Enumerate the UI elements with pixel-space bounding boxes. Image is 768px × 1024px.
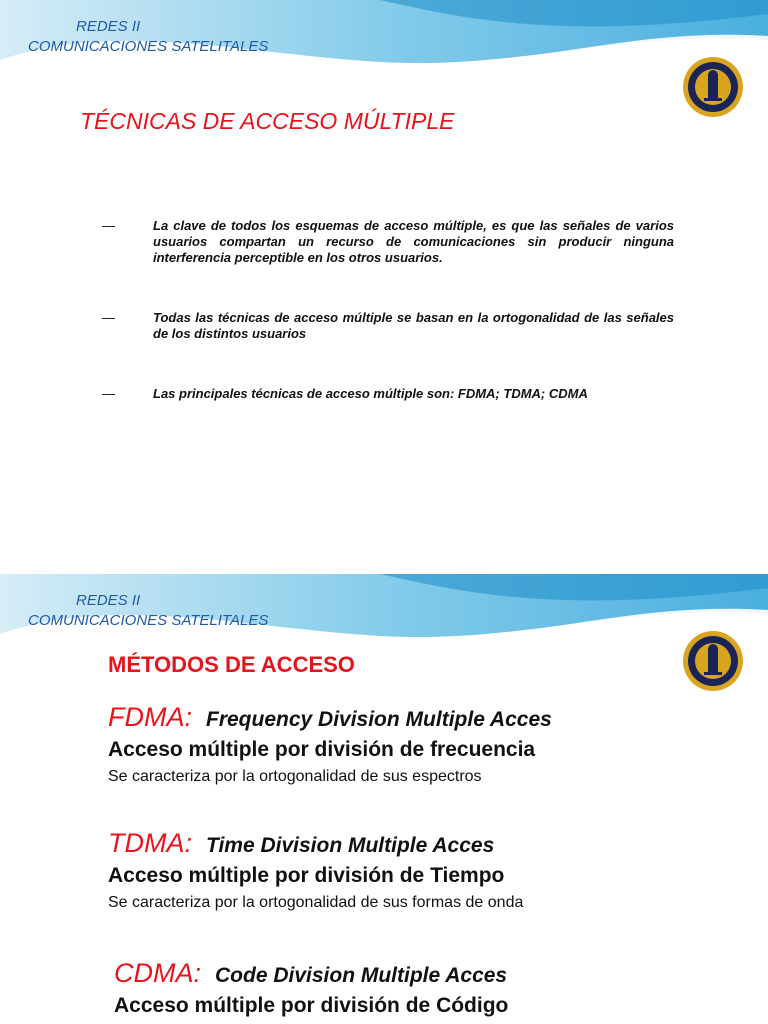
bullet-marker: — [102,218,115,233]
method-description: Se caracteriza por la ortogonalidad de sus espectros [108,768,482,785]
method-english-name: Code Division Multiple Acces [215,964,508,987]
header-course: REDES II [76,592,141,609]
slide-metodos [0,574,768,1024]
bullet-text: La clave de todos los esquemas de acceso múltiple, es que las señales de varios usuarios compartan un recurso de comunicaciones sin producir ninguna interferencia perceptible en los otros usuarios. [153,218,674,265]
bullet-marker: — [102,310,115,325]
header-subject: COMUNICACIONES SATELITALES [28,38,269,55]
header-course: REDES II [76,18,141,35]
bullet-text: Las principales técnicas de acceso múltiple son: FDMA; TDMA; CDMA [153,386,588,401]
method-acronym: CDMA: [114,958,201,988]
bullet-marker: — [102,386,115,401]
header-subject: COMUNICACIONES SATELITALES [28,612,269,629]
method-english-name: Time Division Multiple Acces [206,834,495,857]
slide-title: MÉTODOS DE ACCESO [108,652,355,677]
university-seal-icon [682,630,744,692]
method-acronym: TDMA: [108,828,192,858]
slide-title: TÉCNICAS DE ACCESO MÚLTIPLE [80,108,455,134]
method-spanish-name: Acceso múltiple por división de Código [114,994,509,1017]
university-seal-icon [682,56,744,118]
method-english-name: Frequency Division Multiple Acces [206,708,552,731]
method-spanish-name: Acceso múltiple por división de Tiempo [108,864,505,887]
bullet-text: Todas las técnicas de acceso múltiple se basan en la ortogonalidad de las señales de los distintos usuarios [153,310,674,341]
method-acronym: FDMA: [108,702,192,732]
method-spanish-name: Acceso múltiple por división de frecuencia [108,738,536,761]
method-description: Se caracteriza por la ortogonalidad de sus formas de onda [108,894,524,911]
